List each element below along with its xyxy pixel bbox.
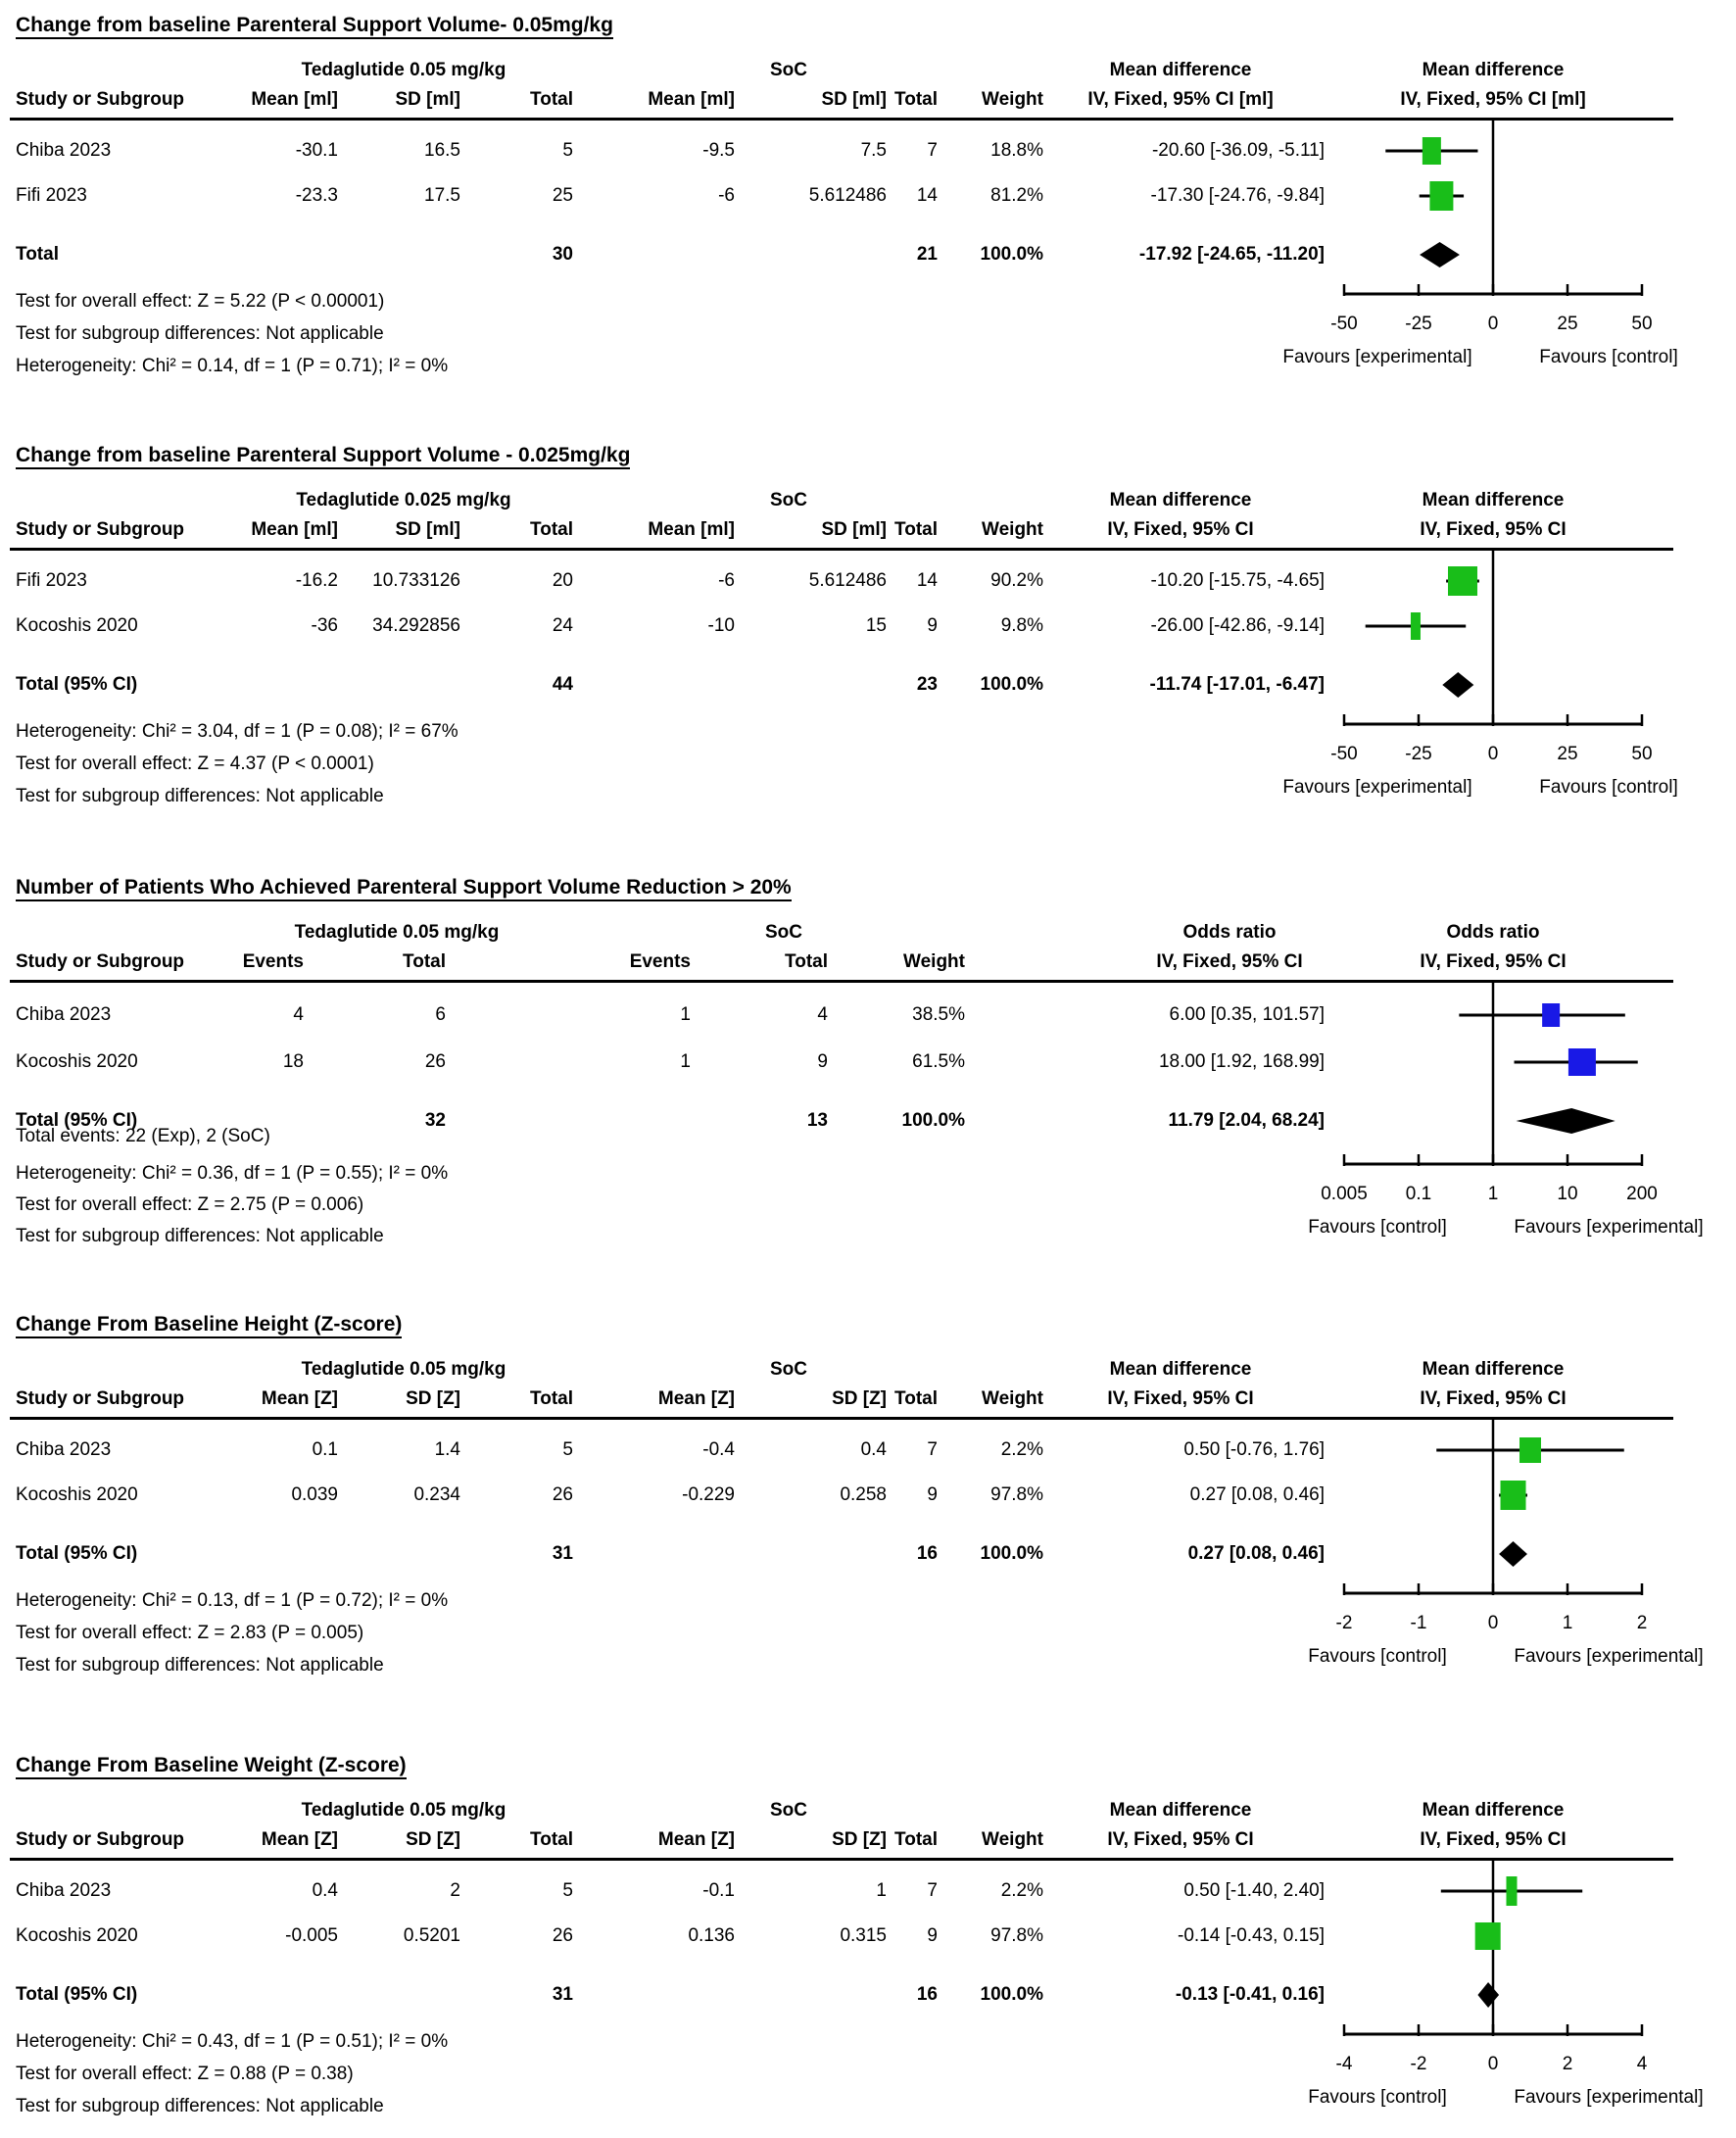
axis-tick-label: 200 (1626, 1184, 1658, 1204)
study-marker (1411, 612, 1421, 640)
total-n-control: 23 (916, 674, 938, 695)
cell-value: 26 (552, 1925, 573, 1946)
study-label: Chiba 2023 (16, 140, 112, 161)
axis-tick-label: 0.1 (1405, 1184, 1432, 1204)
axis-tick-label: -50 (1330, 744, 1358, 764)
cell-value: 0.315 (840, 1925, 887, 1946)
cell-value: 0.039 (291, 1484, 338, 1505)
weight-col-header: Weight (982, 89, 1043, 110)
col-header: SD [Z] (406, 1829, 460, 1850)
ci-text: 0.50 [-0.76, 1.76] (1183, 1439, 1325, 1460)
study-col-header: Study or Subgroup (16, 951, 185, 972)
study-label: Kocoshis 2020 (16, 615, 138, 636)
axis-tick-label: 25 (1557, 744, 1578, 764)
cell-value: 25 (552, 185, 573, 206)
cell-value: 7 (927, 140, 938, 161)
cell-value: 0.5201 (403, 1925, 460, 1946)
col-header: SD [ml] (821, 519, 887, 540)
ci-text: 0.27 [0.08, 0.46] (1189, 1484, 1325, 1505)
weight-cell: 97.8% (990, 1925, 1043, 1946)
weight-col-header: Weight (903, 951, 965, 972)
axis-tick-label: 0.005 (1321, 1184, 1368, 1204)
favours-right-label: Favours [experimental] (1514, 2087, 1704, 2108)
col-header: Total (894, 519, 938, 540)
col-header: Total (530, 519, 573, 540)
col-header: SD [ml] (395, 89, 460, 110)
group2-header: SoC (770, 490, 807, 510)
total-n-experimental: 31 (552, 1984, 573, 2005)
study-marker (1507, 1876, 1518, 1906)
cell-value: 5.612486 (808, 185, 887, 206)
cell-value: 18 (282, 1051, 304, 1072)
footnote: Test for subgroup differences: Not applicable (16, 2096, 384, 2116)
cell-value: -30.1 (295, 140, 338, 161)
total-weight: 100.0% (980, 674, 1043, 695)
study-marker (1568, 1048, 1596, 1076)
forest-panel-4 (0, 1313, 1736, 1697)
study-marker (1501, 1481, 1526, 1510)
forest-panel-2 (0, 444, 1736, 828)
col-header: Total (894, 1388, 938, 1409)
effect-header-line1: Mean difference (1109, 490, 1252, 510)
cell-value: 15 (865, 615, 887, 636)
weight-cell: 9.8% (1000, 615, 1043, 636)
col-header: Total (403, 951, 446, 972)
cell-value: 7.5 (860, 140, 887, 161)
footnote: Heterogeneity: Chi² = 0.43, df = 1 (P = 0.51); I² = 0% (16, 2031, 449, 2052)
footnote: Test for subgroup differences: Not applicable (16, 1655, 384, 1676)
axis-tick-label: -2 (1335, 1613, 1353, 1633)
footnote: Heterogeneity: Chi² = 0.36, df = 1 (P = 0.55); I² = 0% (16, 1163, 449, 1184)
total-n-experimental: 31 (552, 1543, 573, 1564)
cell-value: 7 (927, 1880, 938, 1901)
weight-cell: 97.8% (990, 1484, 1043, 1505)
cell-value: -36 (311, 615, 338, 636)
cell-value: 1 (876, 1880, 887, 1901)
ci-text: -17.30 [-24.76, -9.84] (1150, 185, 1325, 206)
footnote: Test for overall effect: Z = 5.22 (P < 0.00001) (16, 291, 385, 312)
axis-tick-label: -25 (1405, 314, 1432, 334)
axis-tick-label: 0 (1487, 1613, 1499, 1633)
footnote: Heterogeneity: Chi² = 3.04, df = 1 (P = 0.08); I² = 67% (16, 721, 458, 742)
study-label: Kocoshis 2020 (16, 1051, 138, 1072)
group2-header: SoC (770, 1359, 807, 1380)
effect-header-line1: Odds ratio (1182, 922, 1277, 943)
study-marker (1448, 566, 1477, 596)
cell-value: 0.4 (860, 1439, 887, 1460)
effect-header-line2: IV, Fixed, 95% CI (1156, 951, 1303, 972)
cell-value: 9 (927, 615, 938, 636)
favours-left-label: Favours [control] (1308, 1217, 1447, 1238)
cell-value: -0.1 (702, 1880, 735, 1901)
cell-value: 9 (927, 1484, 938, 1505)
total-label: Total (95% CI) (16, 1110, 138, 1131)
panel-title-text: Change From Baseline Height (Z-score) (16, 1313, 402, 1338)
ci-text: 6.00 [0.35, 101.57] (1169, 1004, 1325, 1025)
study-label: Chiba 2023 (16, 1439, 112, 1460)
axis-tick-label: 50 (1631, 744, 1653, 764)
total-label: Total (95% CI) (16, 1543, 138, 1564)
study-col-header: Study or Subgroup (16, 1829, 185, 1850)
forest-panel-5 (0, 1754, 1736, 2138)
axis-tick-label: -2 (1410, 2054, 1427, 2074)
col-header: Mean [Z] (261, 1829, 338, 1850)
total-n-experimental: 44 (552, 674, 573, 695)
total-n-control: 16 (916, 1984, 938, 2005)
col-header: Total (894, 1829, 938, 1850)
total-ci-text: -17.92 [-24.65, -11.20] (1138, 244, 1325, 265)
weight-cell: 2.2% (1000, 1439, 1043, 1460)
ci-text: 0.50 [-1.40, 2.40] (1183, 1880, 1325, 1901)
col-header: SD [Z] (832, 1829, 887, 1850)
study-marker (1475, 1922, 1501, 1950)
study-marker (1519, 1437, 1541, 1463)
axis-tick-label: 50 (1631, 314, 1653, 334)
total-n-control: 13 (806, 1110, 828, 1131)
axis-tick-label: 1 (1487, 1184, 1499, 1204)
panel-title-text: Number of Patients Who Achieved Parenteral Support Volume Reduction > 20% (16, 876, 792, 901)
effect-header-line2: IV, Fixed, 95% CI (1107, 1388, 1254, 1409)
effect-header-line2: IV, Fixed, 95% CI (1107, 1829, 1254, 1850)
cell-value: 14 (916, 570, 938, 591)
plot-header-line1: Odds ratio (1446, 922, 1540, 943)
forest-plot-svg (0, 1754, 1736, 2138)
col-header: Total (530, 1388, 573, 1409)
total-ci-text: -0.13 [-0.41, 0.16] (1175, 1984, 1325, 2005)
footnote: Test for subgroup differences: Not applicable (16, 786, 384, 806)
cell-value: 4 (817, 1004, 828, 1025)
total-weight: 100.0% (980, 1984, 1043, 2005)
study-label: Kocoshis 2020 (16, 1484, 138, 1505)
forest-panel-1 (0, 14, 1736, 398)
footnote: Test for subgroup differences: Not applicable (16, 1226, 384, 1246)
col-header: Total (530, 1829, 573, 1850)
favours-right-label: Favours [control] (1539, 347, 1678, 367)
axis-tick-label: 0 (1487, 314, 1499, 334)
ci-text: -10.20 [-15.75, -4.65] (1150, 570, 1325, 591)
study-col-header: Study or Subgroup (16, 1388, 185, 1409)
total-ci-text: 11.79 [2.04, 68.24] (1168, 1110, 1325, 1131)
col-header: Mean [Z] (657, 1829, 735, 1850)
group1-header: Tedaglutide 0.05 mg/kg (301, 60, 506, 80)
axis-tick-label: 4 (1636, 2054, 1648, 2074)
panel-title-text: Change from baseline Parenteral Support Volume - 0.025mg/kg (16, 444, 630, 469)
plot-header-line1: Mean difference (1422, 490, 1565, 510)
cell-value: 24 (552, 615, 573, 636)
col-header: Mean [Z] (261, 1388, 338, 1409)
plot-header-line2: IV, Fixed, 95% CI (1420, 519, 1567, 540)
study-col-header: Study or Subgroup (16, 519, 185, 540)
axis-tick-label: 0 (1487, 744, 1499, 764)
cell-value: 4 (293, 1004, 304, 1025)
col-header: Events (242, 951, 304, 972)
study-label: Kocoshis 2020 (16, 1925, 138, 1946)
effect-header-line1: Mean difference (1109, 60, 1252, 80)
study-label: Chiba 2023 (16, 1004, 112, 1025)
cell-value: 0.1 (312, 1439, 338, 1460)
cell-value: -0.4 (702, 1439, 735, 1460)
plot-header-line2: IV, Fixed, 95% CI (1420, 1388, 1567, 1409)
footnote: Heterogeneity: Chi² = 0.14, df = 1 (P = 0.71); I² = 0% (16, 356, 449, 376)
study-label: Fifi 2023 (16, 570, 87, 591)
cell-value: -10 (707, 615, 735, 636)
cell-value: 2 (450, 1880, 460, 1901)
favours-left-label: Favours [experimental] (1282, 777, 1472, 798)
cell-value: 5 (562, 140, 573, 161)
total-ci-text: -11.74 [-17.01, -6.47] (1149, 674, 1325, 695)
ci-text: -0.14 [-0.43, 0.15] (1178, 1925, 1325, 1946)
ci-text: 18.00 [1.92, 168.99] (1158, 1051, 1325, 1072)
favours-left-label: Favours [control] (1308, 1646, 1447, 1667)
effect-header-line2: IV, Fixed, 95% CI [ml] (1087, 89, 1274, 110)
favours-left-label: Favours [control] (1308, 2087, 1447, 2108)
study-col-header: Study or Subgroup (16, 89, 185, 110)
cell-value: 6 (435, 1004, 446, 1025)
axis-tick-label: 2 (1562, 2054, 1573, 2074)
plot-header-line2: IV, Fixed, 95% CI [ml] (1400, 89, 1586, 110)
weight-cell: 81.2% (990, 185, 1043, 206)
cell-value: 26 (552, 1484, 573, 1505)
cell-value: 5.612486 (808, 570, 887, 591)
col-header: Total (785, 951, 828, 972)
group1-header: Tedaglutide 0.05 mg/kg (301, 1359, 506, 1380)
group1-header: Tedaglutide 0.025 mg/kg (296, 490, 511, 510)
col-header: Mean [ml] (251, 519, 338, 540)
cell-value: 9 (927, 1925, 938, 1946)
total-weight: 100.0% (901, 1110, 965, 1131)
favours-right-label: Favours [control] (1539, 777, 1678, 798)
forest-plot-svg (0, 14, 1736, 398)
effect-header-line2: IV, Fixed, 95% CI (1107, 519, 1254, 540)
pooled-diamond (1517, 1108, 1615, 1134)
total-n-control: 21 (916, 244, 938, 265)
cell-value: -16.2 (295, 570, 338, 591)
footnote: Test for overall effect: Z = 2.83 (P = 0.005) (16, 1623, 364, 1643)
total-weight: 100.0% (980, 1543, 1043, 1564)
col-header: Mean [ml] (251, 89, 338, 110)
col-header: Total (894, 89, 938, 110)
cell-value: 17.5 (424, 185, 460, 206)
total-n-control: 16 (916, 1543, 938, 1564)
pooled-diamond (1477, 1982, 1499, 2008)
weight-cell: 90.2% (990, 570, 1043, 591)
weight-col-header: Weight (982, 519, 1043, 540)
total-label: Total (95% CI) (16, 1984, 138, 2005)
total-n-experimental: 32 (424, 1110, 446, 1131)
axis-tick-label: 1 (1562, 1613, 1573, 1633)
cell-value: 20 (552, 570, 573, 591)
group2-header: SoC (770, 1800, 807, 1821)
ci-text: -26.00 [-42.86, -9.14] (1150, 615, 1325, 636)
group2-header: SoC (765, 922, 802, 943)
plot-header-line2: IV, Fixed, 95% CI (1420, 951, 1567, 972)
study-label: Chiba 2023 (16, 1880, 112, 1901)
cell-value: 7 (927, 1439, 938, 1460)
study-marker (1429, 181, 1453, 211)
col-header: SD [ml] (395, 519, 460, 540)
footnote: Test for overall effect: Z = 4.37 (P < 0.0001) (16, 753, 374, 774)
footnote: Heterogeneity: Chi² = 0.13, df = 1 (P = 0.72); I² = 0% (16, 1590, 449, 1611)
favours-right-label: Favours [experimental] (1514, 1217, 1704, 1238)
cell-value: 1.4 (434, 1439, 460, 1460)
cell-value: 10.733126 (372, 570, 460, 591)
weight-cell: 38.5% (912, 1004, 965, 1025)
effect-header-line1: Mean difference (1109, 1800, 1252, 1821)
axis-tick-label: -50 (1330, 314, 1358, 334)
cell-value: -23.3 (295, 185, 338, 206)
cell-value: -6 (718, 185, 735, 206)
weight-cell: 2.2% (1000, 1880, 1043, 1901)
col-header: Mean [ml] (648, 519, 735, 540)
favours-right-label: Favours [experimental] (1514, 1646, 1704, 1667)
pooled-diamond (1499, 1541, 1527, 1567)
weight-cell: 18.8% (990, 140, 1043, 161)
col-header: SD [Z] (832, 1388, 887, 1409)
col-header: Mean [Z] (657, 1388, 735, 1409)
cell-value: 0.234 (413, 1484, 460, 1505)
footnote: Test for subgroup differences: Not applicable (16, 323, 384, 344)
cell-value: 1 (680, 1004, 691, 1025)
panel-title-text: Change From Baseline Weight (Z-score) (16, 1754, 407, 1779)
cell-value: 0.258 (840, 1484, 887, 1505)
cell-value: -6 (718, 570, 735, 591)
axis-tick-label: 25 (1557, 314, 1578, 334)
col-header: SD [ml] (821, 89, 887, 110)
weight-cell: 61.5% (912, 1051, 965, 1072)
axis-tick-label: 0 (1487, 2054, 1499, 2074)
effect-header-line1: Mean difference (1109, 1359, 1252, 1380)
forest-panel-3 (0, 876, 1736, 1260)
cell-value: 1 (680, 1051, 691, 1072)
col-header: Events (629, 951, 691, 972)
forest-plot-svg (0, 1313, 1736, 1697)
col-header: Mean [ml] (648, 89, 735, 110)
cell-value: -9.5 (702, 140, 735, 161)
group2-header: SoC (770, 60, 807, 80)
cell-value: -0.005 (285, 1925, 338, 1946)
footnote: Test for overall effect: Z = 2.75 (P = 0.006) (16, 1194, 364, 1215)
group1-header: Tedaglutide 0.05 mg/kg (294, 922, 500, 943)
plot-header-line2: IV, Fixed, 95% CI (1420, 1829, 1567, 1850)
axis-tick-label: 2 (1636, 1613, 1648, 1633)
plot-header-line1: Mean difference (1422, 1359, 1565, 1380)
cell-value: 26 (424, 1051, 446, 1072)
axis-tick-label: 10 (1557, 1184, 1578, 1204)
cell-value: 5 (562, 1439, 573, 1460)
ci-text: -20.60 [-36.09, -5.11] (1151, 140, 1325, 161)
weight-col-header: Weight (982, 1388, 1043, 1409)
total-label: Total (95% CI) (16, 674, 138, 695)
cell-value: -0.229 (682, 1484, 735, 1505)
cell-value: 14 (916, 185, 938, 206)
axis-tick-label: -25 (1405, 744, 1432, 764)
pooled-diamond (1420, 242, 1460, 267)
cell-value: 16.5 (424, 140, 460, 161)
study-marker (1423, 137, 1441, 165)
weight-col-header: Weight (982, 1829, 1043, 1850)
axis-tick-label: -1 (1410, 1613, 1427, 1633)
total-ci-text: 0.27 [0.08, 0.46] (1187, 1543, 1325, 1564)
forest-plot-svg (0, 876, 1736, 1260)
cell-value: 0.136 (688, 1925, 735, 1946)
plot-header-line1: Mean difference (1422, 60, 1565, 80)
total-events-note: Total events: 22 (Exp), 2 (SoC) (16, 1126, 270, 1146)
total-label: Total (16, 244, 59, 265)
favours-left-label: Favours [experimental] (1282, 347, 1472, 367)
cell-value: 0.4 (312, 1880, 338, 1901)
total-n-experimental: 30 (552, 244, 573, 265)
cell-value: 9 (817, 1051, 828, 1072)
panel-title-text: Change from baseline Parenteral Support Volume- 0.05mg/kg (16, 14, 613, 39)
footnote: Test for overall effect: Z = 0.88 (P = 0.38) (16, 2064, 354, 2084)
study-marker (1542, 1003, 1560, 1027)
study-label: Fifi 2023 (16, 185, 87, 206)
col-header: SD [Z] (406, 1388, 460, 1409)
cell-value: 34.292856 (372, 615, 460, 636)
axis-tick-label: -4 (1335, 2054, 1353, 2074)
pooled-diamond (1442, 672, 1473, 698)
total-weight: 100.0% (980, 244, 1043, 265)
plot-header-line1: Mean difference (1422, 1800, 1565, 1821)
cell-value: 5 (562, 1880, 573, 1901)
group1-header: Tedaglutide 0.05 mg/kg (301, 1800, 506, 1821)
forest-plot-svg (0, 444, 1736, 828)
col-header: Total (530, 89, 573, 110)
